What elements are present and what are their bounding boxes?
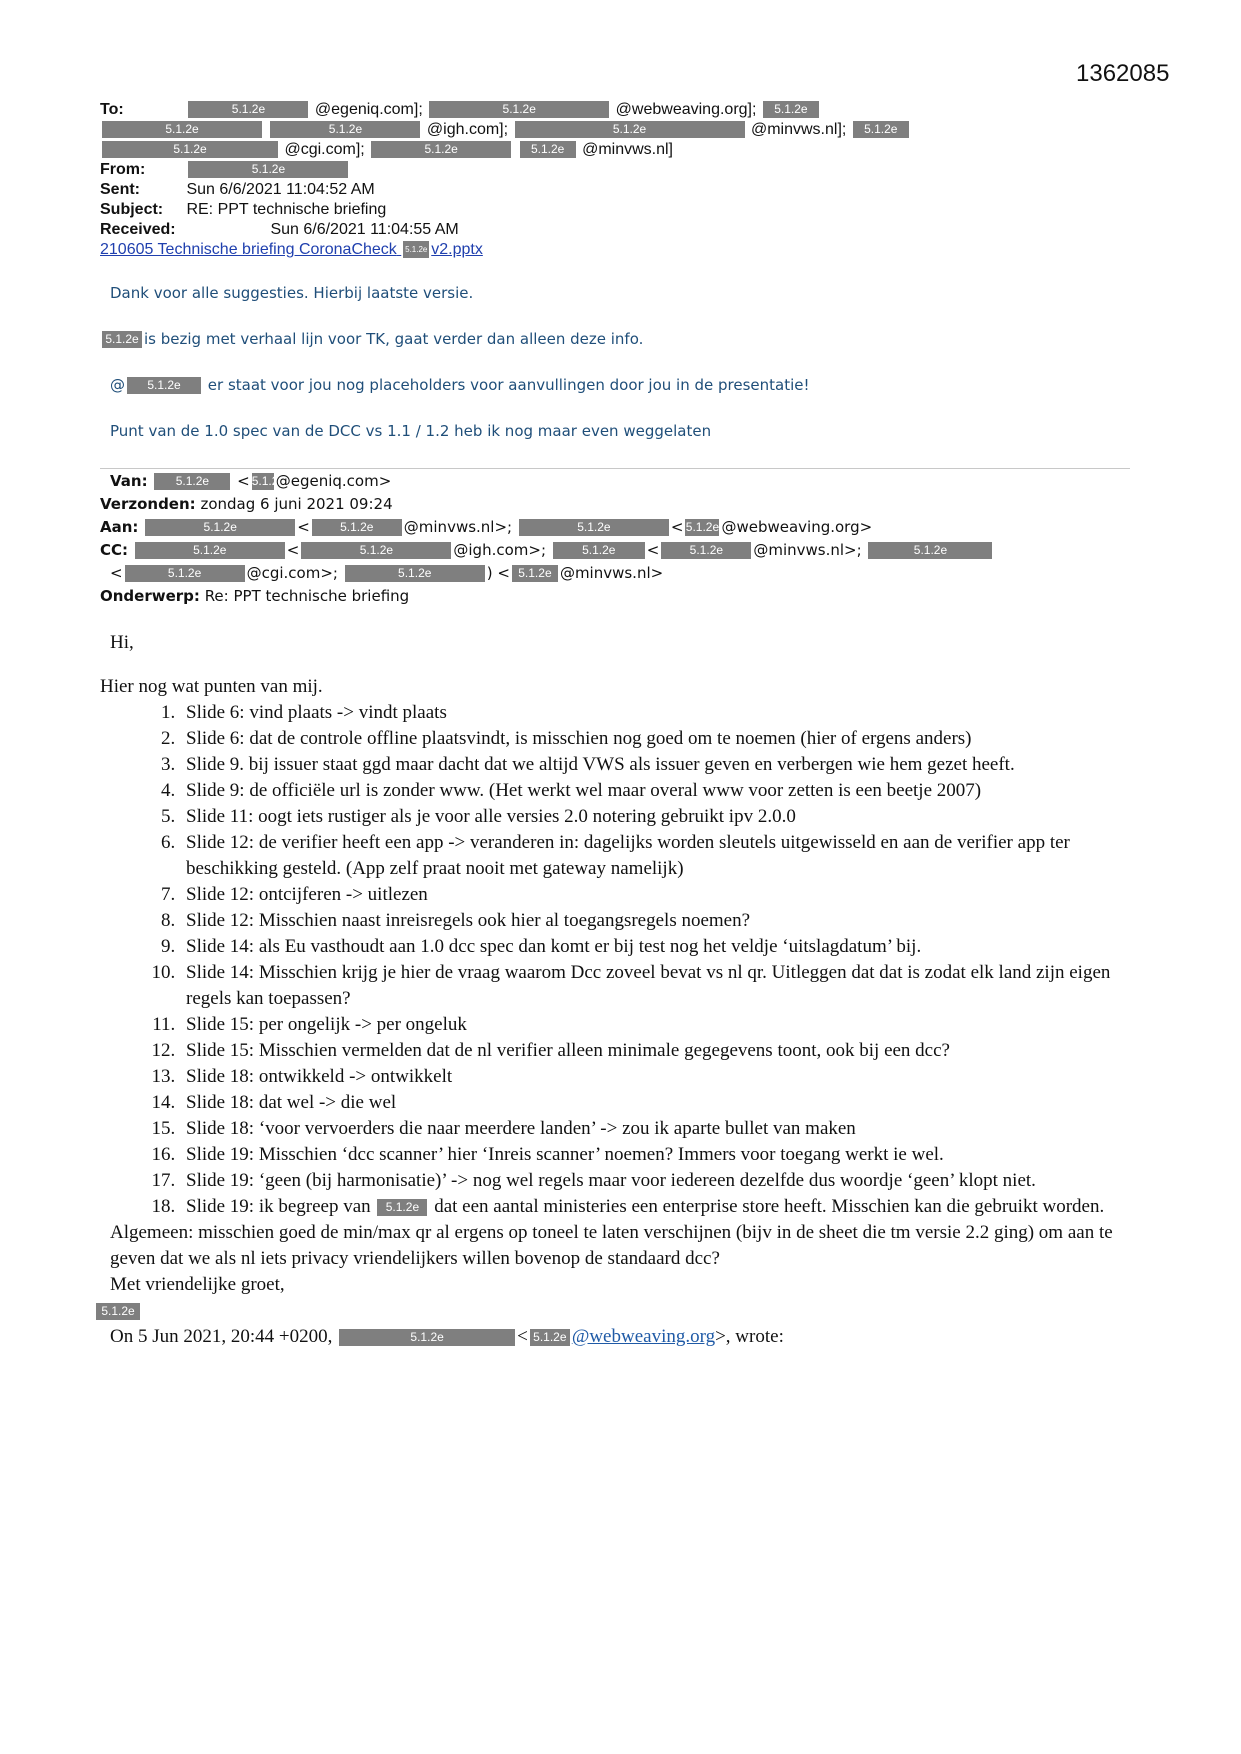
onderwerp-label: Onderwerp: xyxy=(100,587,200,605)
aan-address: @webweaving.org> xyxy=(721,518,873,536)
redaction: 5.1.2e xyxy=(135,542,285,559)
document-number: 1362085 xyxy=(1076,60,1170,87)
feedback-item: 8. Slide 12: Misschien naast inreisregels ook hier al toegangsregels noemen? xyxy=(180,908,1140,934)
attachment-link[interactable]: 210605 Technische briefing CoronaCheck 5.1.2e v2.pptx xyxy=(100,241,483,258)
sent-label: Sent: xyxy=(100,181,140,198)
to-address: @webweaving.org]; xyxy=(615,101,757,118)
redaction: 5.1.2e xyxy=(127,377,201,394)
feedback-item: 6. Slide 12: de verifier heeft een app -> veranderen in: dagelijks worden sleutels uitgewisseld en aan de verifier app ter beschikking gesteld. (App zelf praat nooit met gateway namelijk) xyxy=(180,830,1140,882)
redaction: 5.1.2e xyxy=(763,101,819,118)
feedback-item: 1. Slide 6: vind plaats -> vindt plaats xyxy=(180,700,1140,726)
feedback-item: 13. Slide 18: ontwikkeld -> ontwikkelt xyxy=(180,1064,1140,1090)
subject-value: RE: PPT technische briefing xyxy=(186,201,387,218)
redaction: 5.1.2e xyxy=(188,101,308,118)
redaction: 5.1.2e xyxy=(520,141,576,158)
feedback-item: 11. Slide 15: per ongelijk -> per ongeluk xyxy=(180,1012,1140,1038)
feedback-item: 15. Slide 18: ‘voor vervoerders die naar meerdere landen’ -> zou ik aparte bullet van maken xyxy=(180,1116,1140,1142)
redaction: 5.1.2e xyxy=(339,1329,515,1346)
divider xyxy=(100,468,1130,469)
reply-message xyxy=(105,282,1150,466)
redaction: 5.1.2e xyxy=(371,141,511,158)
redaction: 5.1.2e xyxy=(553,542,645,559)
subject-label: Subject: xyxy=(100,201,164,218)
aan-label: Aan: xyxy=(100,518,139,536)
redaction: 5.1.2e xyxy=(145,519,295,536)
reply-line: 5.1.2e is bezig met verhaal lijn voor TK, gaat verder dan alleen deze info. xyxy=(100,328,1150,350)
redaction: 5.1.2e xyxy=(301,542,451,559)
sent-value: Sun 6/6/2021 11:04:52 AM xyxy=(186,181,375,198)
from-label: From: xyxy=(100,161,146,178)
redaction: 5.1.2e xyxy=(403,241,429,258)
onderwerp-value: Re: PPT technische briefing xyxy=(204,587,410,605)
to-address: @minvws.nl] xyxy=(582,141,673,158)
feedback-item: 16. Slide 19: Misschien ‘dcc scanner’ hier ‘Inreis scanner’ noemen? Immers voor toegang werkt ie wel. xyxy=(180,1142,1140,1168)
redaction: 5.1.2e xyxy=(102,141,278,158)
redaction: 5.1.2e xyxy=(685,520,720,534)
redaction: 5.1.2e xyxy=(519,519,669,536)
closing: Met vriendelijke groet, xyxy=(110,1274,285,1295)
verzonden-label: Verzonden: xyxy=(100,495,196,513)
intro: Hier nog wat punten van mij. xyxy=(100,676,323,697)
feedback-item: 14. Slide 18: dat wel -> die wel xyxy=(180,1090,1140,1116)
redaction: 5.1.2e xyxy=(512,565,558,582)
reply-line: Dank voor alle suggesties. Hierbij laatste versie. xyxy=(110,284,474,302)
greeting: Hi, xyxy=(110,632,134,653)
general-remark: Algemeen: misschien goed de min/max qr al ergens op toneel te laten verschijnen (bijv in de sheet die tm versie 2.2 ging) om aan te geven dat we als nl iets privacy vriendelijkers willen bovenop de standaard dcc? xyxy=(110,1222,1113,1269)
to-address: @egeniq.com]; xyxy=(314,101,423,118)
redaction: 5.1.2e xyxy=(102,331,142,348)
van-address: @egeniq.com> xyxy=(275,472,392,490)
redaction: 5.1.2e xyxy=(530,1329,570,1346)
cc-address: @igh.com>; xyxy=(453,541,546,559)
to-label: To: xyxy=(100,101,124,118)
redaction: 5.1.2e xyxy=(345,565,485,582)
cc-address: @minvws.nl>; xyxy=(753,541,862,559)
feedback-item: 10. Slide 14: Misschien krijg je hier de vraag waarom Dcc zoveel bevat vs nl qr. Uitleggen dat dat is zodat elk land zijn eigen regels kan toepassen? xyxy=(180,960,1140,1012)
redaction: 5.1.2e xyxy=(270,121,420,138)
feedback-item: 7. Slide 12: ontcijferen -> uitlezen xyxy=(180,882,1140,908)
redaction: 5.1.2e xyxy=(251,474,286,488)
cc-address: @minvws.nl> xyxy=(559,564,664,582)
reply-line: Punt van de 1.0 spec van de DCC vs 1.1 / 1.2 heb ik nog maar even weggelaten xyxy=(110,422,712,440)
reply-line: @ 5.1.2e er staat voor jou nog placeholders voor aanvullingen door jou in de presentatie! xyxy=(110,376,810,394)
signature xyxy=(94,1298,1140,1324)
redaction: 5.1.2e xyxy=(853,121,909,138)
feedback-item: 9. Slide 14: als Eu vasthoudt aan 1.0 dcc spec dan komt er bij test nog het veldje ‘uitslagdatum’ bij. xyxy=(180,934,1140,960)
received-label: Received: xyxy=(100,221,176,238)
received-value: Sun 6/6/2021 11:04:55 AM xyxy=(270,221,459,238)
original-header: Van: 5.1.2e < 5.1.2e@egeniq.com> Verzonden: zondag 6 juni 2021 09:24 Aan: 5.1.2e < 5.1.2e @minvws.nl>; 5.1.2e < 5.1.2e @webweaving.org> CC: 5.1.2e < 5.1.2e @igh.com>; 5.1.2e < 5.1.2e @minvws.nl>; 5.1.2e < 5.1.2e @cgi.com>; 5.1.2e ) < 5.1.2e @minvws.nl> Onderwerp: Re: PPT technische briefing xyxy=(100,470,1160,608)
feedback-item: 17. Slide 19: ‘geen (bij harmonisatie)’ -> nog wel regels maar voor iedereen dezelfde dus woordje ‘geen’ klopt niet. xyxy=(180,1168,1140,1194)
redaction: 5.1.2e xyxy=(868,542,992,559)
feedback-item: 2. Slide 6: dat de controle offline plaatsvindt, is misschien nog goed om te noemen (hier of ergens anders) xyxy=(180,726,1140,752)
cc-address: @cgi.com>; xyxy=(246,564,338,582)
redaction: 5.1.2e xyxy=(154,473,230,490)
redaction: 5.1.2e xyxy=(312,519,402,536)
redaction: 5.1.2e xyxy=(377,1199,427,1216)
feedback-item: 12. Slide 15: Misschien vermelden dat de nl verifier alleen minimale gegegevens toont, ook bij een dcc? xyxy=(180,1038,1140,1064)
quoted-attribution: On 5 Jun 2021, 20:44 +0200, 5.1.2e < 5.1.2e @webweaving.org>, wrote: xyxy=(110,1326,784,1347)
to-address: @igh.com]; xyxy=(426,121,509,138)
email-header xyxy=(100,100,1160,260)
message-body xyxy=(100,630,1140,1350)
redaction: 5.1.2e xyxy=(96,1303,140,1320)
redaction: 5.1.2e xyxy=(429,101,609,118)
to-address: @cgi.com]; xyxy=(284,141,365,158)
verzonden-value: zondag 6 juni 2021 09:24 xyxy=(200,495,393,513)
aan-address: @minvws.nl>; xyxy=(403,518,513,536)
feedback-item: 4. Slide 9: de officiële url is zonder www. (Het werkt wel maar overal www voor zetten is een beetje 2007) xyxy=(180,778,1140,804)
redaction: 5.1.2e xyxy=(102,121,262,138)
redaction: 5.1.2e xyxy=(188,161,348,178)
quoted-email-link[interactable]: @webweaving.org xyxy=(571,1326,716,1347)
to-address: @minvws.nl]; xyxy=(750,121,847,138)
feedback-item: 18. Slide 19: ik begreep van 5.1.2e dat een aantal ministeries een enterprise store heeft. Misschien kan die gebruikt worden. xyxy=(180,1194,1140,1220)
feedback-list xyxy=(100,700,1140,1220)
cc-label: CC: xyxy=(100,541,129,559)
van-label: Van: xyxy=(110,472,148,490)
feedback-item: 3. Slide 9. bij issuer staat ggd maar dacht dat we altijd VWS als issuer geven en verbergen wie hem gezet heeft. xyxy=(180,752,1140,778)
redaction: 5.1.2e xyxy=(125,565,245,582)
redaction: 5.1.2e xyxy=(661,542,751,559)
redaction: 5.1.2e xyxy=(515,121,745,138)
feedback-item: 5. Slide 11: oogt iets rustiger als je voor alle versies 2.0 notering gebruikt ipv 2.0.0 xyxy=(180,804,1140,830)
